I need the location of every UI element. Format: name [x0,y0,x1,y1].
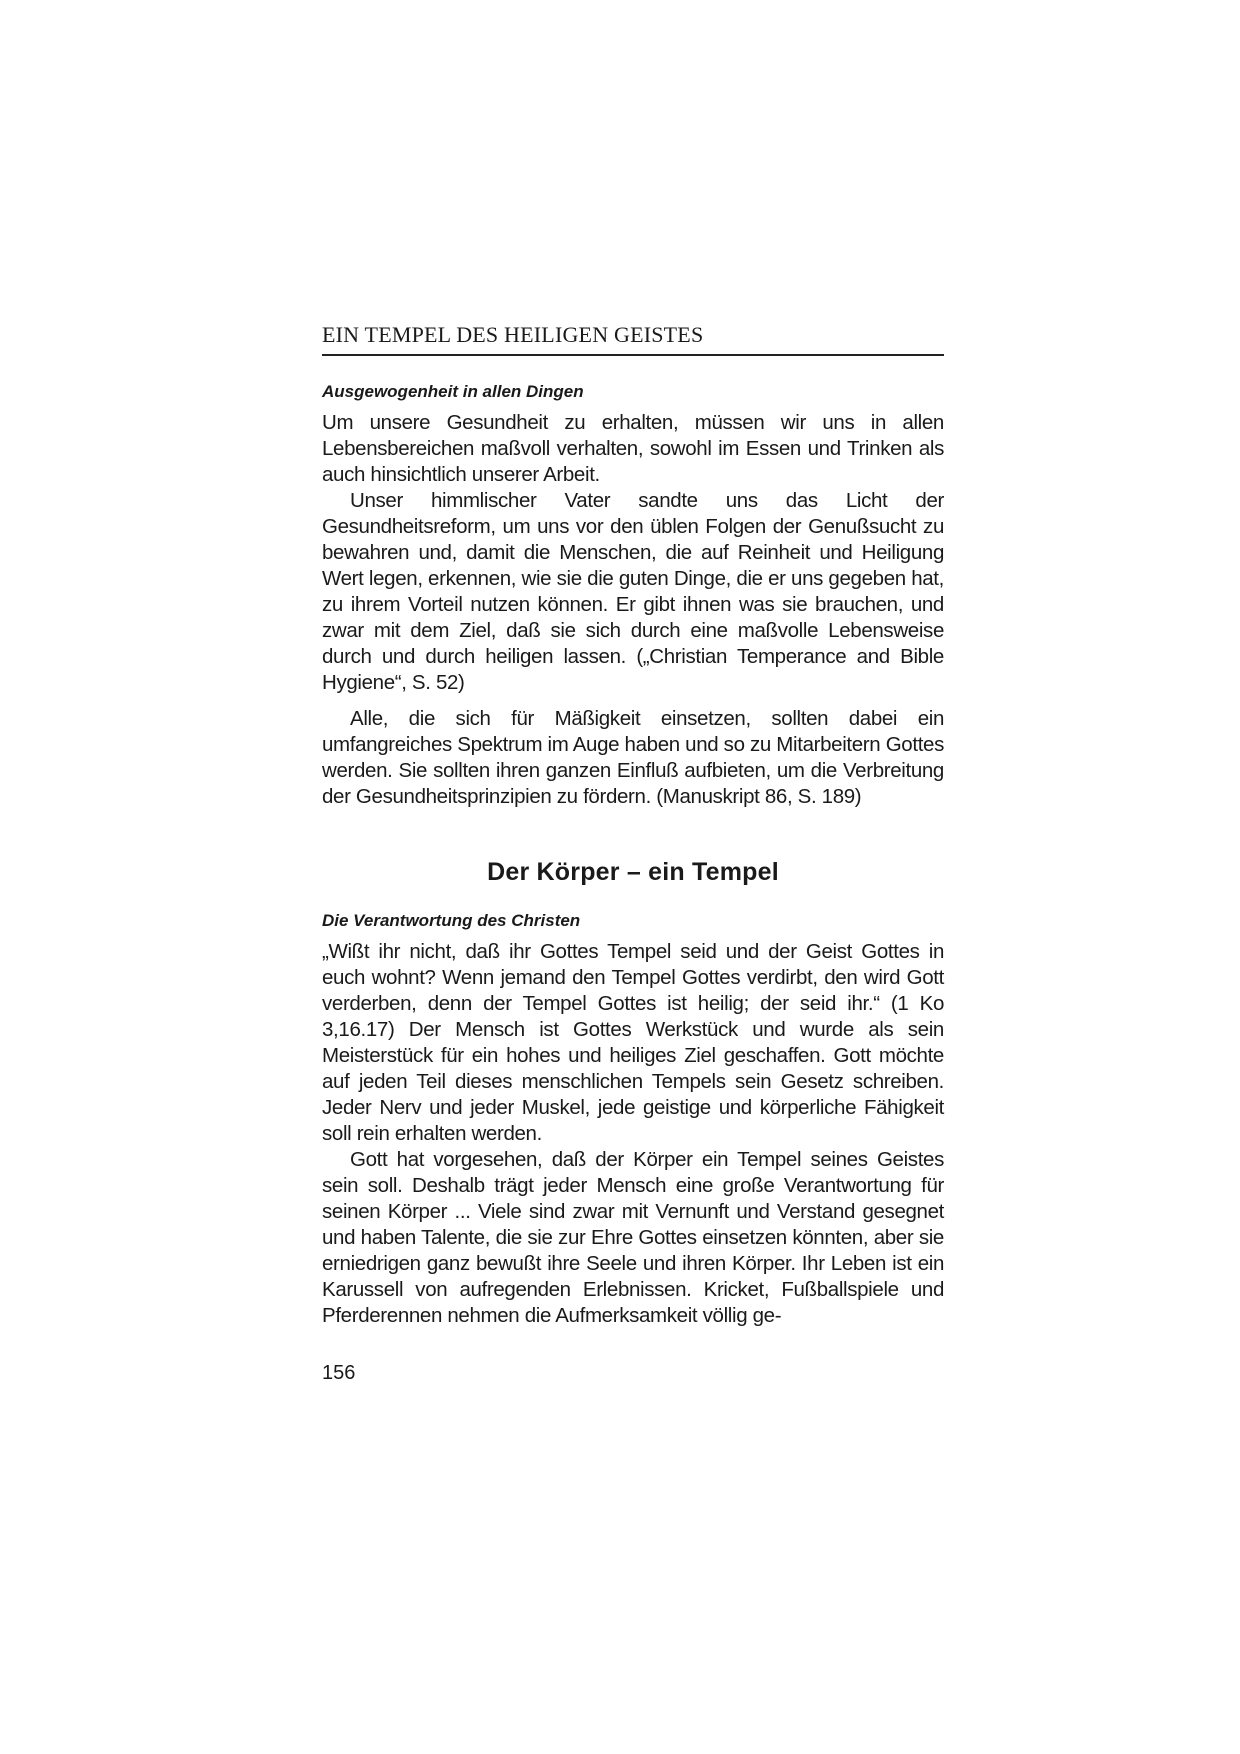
paragraph: Alle, die sich für Mäßigkeit einsetzen, sollten dabei ein umfangreiches Spektrum im Auge haben und so zu Mitarbeitern Gottes werden. Sie sollten ihren ganzen Einfluß aufbieten, um die Verbreitung der Gesundheitsprinzipien zu fördern. (Manuskript 86, S. 189) [322,707,944,808]
page-number: 156 [322,1362,356,1384]
running-head: EIN TEMPEL DES HEILIGEN GEISTES [322,322,944,356]
section-title: Der Körper – ein Tempel [487,858,779,886]
paragraph: „Wißt ihr nicht, daß ihr Gottes Tempel seid und der Geist Gottes in euch wohnt? Wenn jemand den Tempel Gottes verdirbt, den wird Gott verderben, denn der Tempel Gottes ist heilig; der seid ihr.“ (1 Ko 3,16.17) Der Mensch ist Gottes Werkstück und wurde als sein Meisterstück für ein hohes und heiliges Ziel geschaffen. Gott möchte auf jeden Teil dieses menschlichen Tempels sein Gesetz schreiben. Jeder Nerv und jeder Muskel, jede geistige und körperliche Fähigkeit soll rein erhalten werden. [322,940,944,1145]
subheading-responsibility: Die Verantwortung des Christen [322,911,581,930]
paragraph: Gott hat vorgesehen, daß der Körper ein Tempel seines Geistes sein soll. Deshalb trägt jeder Mensch eine große Verantwortung für seinen Körper ... Viele sind zwar mit Vernunft und Verstand gesegnet und haben Talente, die sie zur Ehre Gottes einsetzen könnten, aber sie erniedrigen ganz bewußt ihre Seele und ihren Körper. Ihr Leben ist ein Karussell von aufregenden Erlebnissen. Kricket, Fußballspiele und Pferderennen nehmen die Aufmerksamkeit völlig ge- [322,1148,944,1327]
book-page [322,322,944,1329]
paragraph: Um unsere Gesundheit zu erhalten, müssen wir uns in allen Lebensbereichen maßvoll verhalten, sowohl im Essen und Trinken als auch hinsichtlich unserer Arbeit. [322,411,944,486]
subheading-balance: Ausgewogenheit in allen Dingen [322,382,584,401]
paragraph: Unser himmlischer Vater sandte uns das Licht der Gesundheitsreform, um uns vor den üblen Folgen der Genußsucht zu bewahren und, damit die Menschen, die auf Reinheit und Heiligung Wert legen, erkennen, wie sie die guten Dinge, die er uns gegeben hat, zu ihrem Vorteil nutzen können. Er gibt ihnen was sie brauchen, und zwar mit dem Ziel, daß sie sich durch eine maßvolle Lebensweise durch und durch heiligen lassen. („Christian Temperance and Bible Hygiene“, S. 52) [322,489,944,694]
